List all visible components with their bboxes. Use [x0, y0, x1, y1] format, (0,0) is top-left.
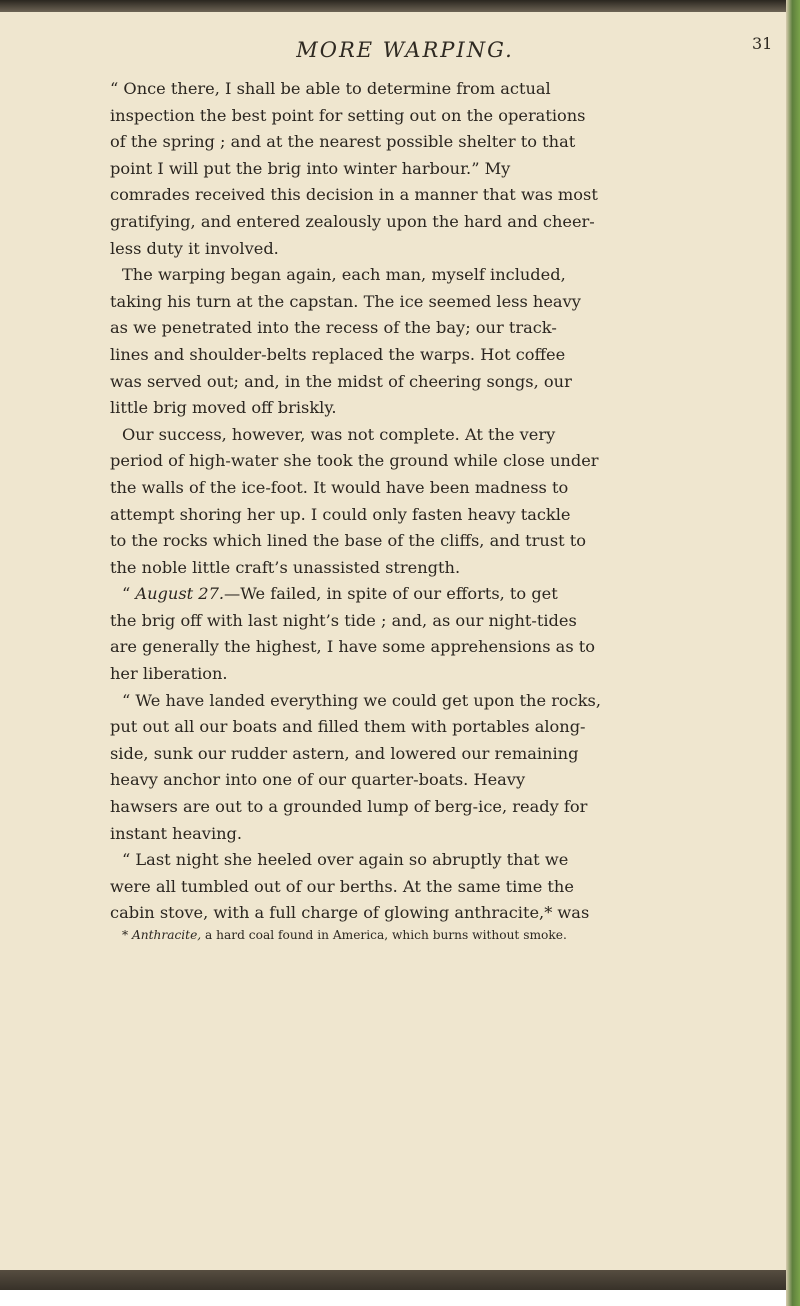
page-edge: [786, 0, 800, 1306]
footnote-marker: *: [122, 928, 132, 942]
text-line: her liberation.: [110, 664, 228, 684]
footnote-text: a hard coal found in America, which burns without smoke.: [201, 928, 567, 942]
chapter-title: MORE WARPING.: [296, 38, 514, 62]
text-line: comrades received this decision in a manner that was most: [110, 185, 598, 205]
running-head: [0, 34, 786, 68]
entry-text: —We failed, in spite of our efforts, to get: [224, 584, 558, 604]
footnote: [110, 926, 784, 944]
text-line: was served out; and, in the midst of cheering songs, our: [110, 371, 572, 391]
text-line: heavy anchor into one of our quarter-boats. Heavy: [110, 770, 526, 790]
text-line: of the spring ; and at the nearest possible shelter to that: [110, 132, 576, 152]
text-line: lines and shoulder-belts replaced the warps. Hot coffee: [110, 344, 566, 364]
entry-date: August 27.: [135, 584, 225, 604]
text-line: point I will put the brig into winter harbour.” My: [110, 158, 511, 178]
text-line: cabin stove, with a full charge of glowing anthracite,* was: [110, 903, 590, 923]
text-line: gratifying, and entered zealously upon the hard and cheer-: [110, 211, 595, 231]
text-line: are generally the highest, I have some apprehensions as to: [110, 637, 596, 657]
text-line: as we penetrated into the recess of the bay; our track-: [110, 318, 557, 338]
page-number: 31: [752, 34, 773, 53]
text-line: little brig moved off briskly.: [110, 398, 337, 418]
footnote-term: Anthracite,: [131, 928, 202, 942]
text-line: attempt shoring her up. I could only fasten heavy tackle: [110, 504, 571, 524]
text-line: “ Last night she heeled over again so abruptly that we: [122, 850, 569, 870]
text-line: inspection the best point for setting out on the operations: [110, 105, 586, 125]
page-top-shadow: [0, 0, 786, 12]
text-line: side, sunk our rudder astern, and lowered our remaining: [110, 743, 579, 763]
text-line: taking his turn at the capstan. The ice seemed less heavy: [110, 291, 581, 311]
body-text: [110, 76, 784, 944]
text-line: the walls of the ice-foot. It would have been madness to: [110, 477, 569, 497]
text-line: put out all our boats and filled them with portables along-: [110, 717, 586, 737]
text-line: the noble little craft’s unassisted strength.: [110, 557, 461, 577]
text-line: period of high-water she took the ground while close under: [110, 451, 599, 471]
page-bottom-shadow: [0, 1270, 786, 1290]
text-line: The warping began again, each man, myself included,: [122, 265, 566, 285]
text-line: instant heaving.: [110, 823, 243, 843]
text-line: less duty it involved.: [110, 238, 279, 258]
text-line-dated-entry: [110, 581, 784, 608]
text-line: were all tumbled out of our berths. At the same time the: [110, 876, 574, 896]
open-quote: “: [122, 584, 136, 604]
text-line: “ Once there, I shall be able to determine from actual: [110, 79, 551, 98]
text-line: to the rocks which lined the base of the cliffs, and trust to: [110, 531, 587, 551]
text-line: the brig off with last night’s tide ; and, as our night-tides: [110, 610, 577, 630]
text-line: “ We have landed everything we could get upon the rocks,: [122, 690, 602, 710]
text-line: Our success, however, was not complete. At the very: [122, 424, 556, 444]
text-line: hawsers are out to a grounded lump of berg-ice, ready for: [110, 797, 588, 817]
